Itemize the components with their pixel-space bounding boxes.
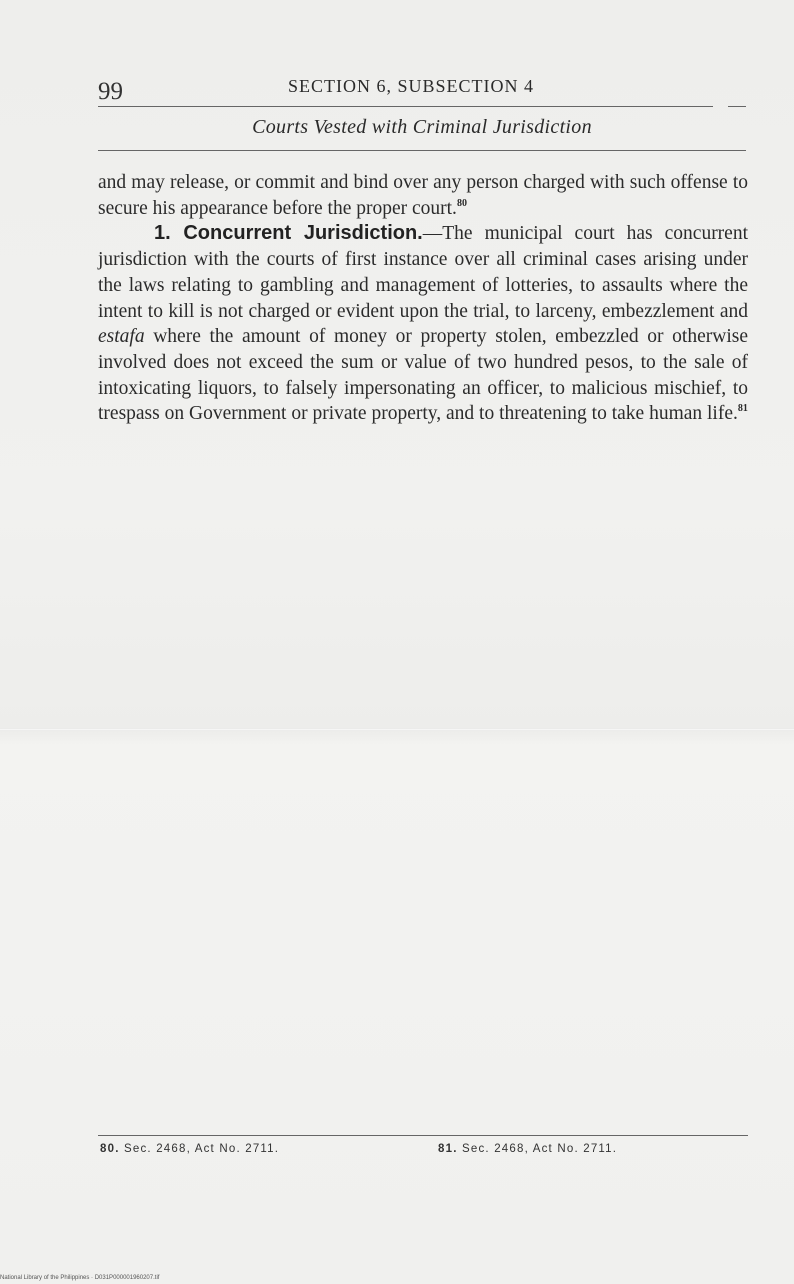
scan-credit: National Library of the Philippines · D031P000001960207.tif (0, 1275, 160, 1281)
footnote-80 (100, 1143, 279, 1155)
footnote-text: Sec. 2468, Act No. 2711. (119, 1143, 280, 1155)
footnote-ref-80: 80 (456, 197, 467, 209)
paragraph-continuation (98, 170, 748, 221)
running-header (98, 74, 748, 106)
paragraph-heading: 1. Concurrent Jurisdiction. (154, 222, 423, 245)
paragraph-concurrent-jurisdiction (98, 221, 748, 427)
page-number: 99 (98, 78, 123, 105)
paragraph-text: and may release, or commit and bind over any person charged with such offense to secure his appearance before the proper court. (98, 172, 748, 219)
italic-term: estafa (98, 326, 145, 348)
page-fold-line (0, 728, 794, 731)
paragraph-text-part2: where the amount of money or property stolen, embezzled or otherwise involved does not exceed the sum or value of two hundred pesos, to the sale of intoxicating liquors, to falsely impersonating an officer, to malicious mischief, to trespass on Government or private property, and to threatening to take human life. (98, 326, 748, 425)
section-heading: SECTION 6, SUBSECTION 4 (288, 76, 535, 96)
subtitle-rule (98, 150, 746, 151)
header-rule-tail (728, 106, 746, 107)
footnote-text: Sec. 2468, Act No. 2711. (457, 1143, 618, 1155)
footnote-ref-81: 81 (737, 403, 748, 415)
body-text (98, 170, 748, 427)
chapter-subtitle: Courts Vested with Criminal Jurisdiction (252, 116, 592, 138)
paragraph-text-part1: —The municipal court has concurrent jurisdiction with the courts of first instance over all criminal cases arising under the laws relating to gambling and management of lotteries, to assaults where the intent to kill is not charged or evident upon the trial, to larceny, embezzlement and (98, 223, 748, 322)
footnote-number: 81. (438, 1143, 458, 1155)
header-rule (98, 106, 713, 107)
footnote-81 (438, 1143, 617, 1155)
footnote-rule (98, 1135, 748, 1136)
footnote-number: 80. (100, 1143, 120, 1155)
